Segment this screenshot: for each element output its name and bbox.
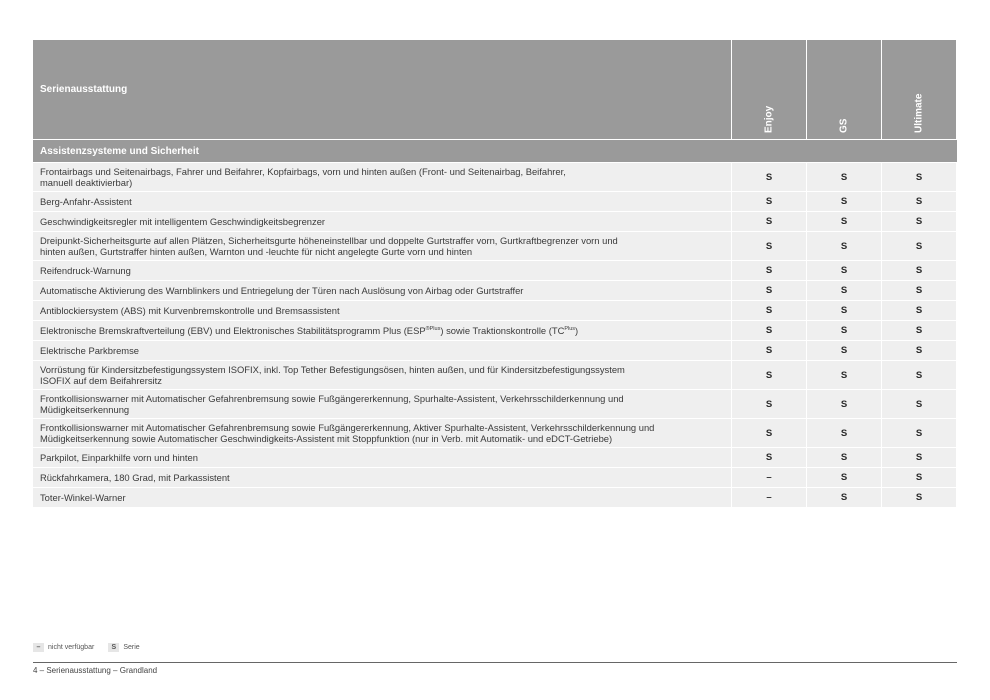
feature-line: Parkpilot, Einparkhilfe vorn und hinten [40,452,198,463]
legend-dash-label: nicht verfügbar [48,644,95,651]
value-cell-enjoy: S [732,448,806,467]
value-cell-enjoy: – [732,468,806,487]
legend-s-label: Serie [123,644,140,651]
equipment-table [33,40,957,507]
feature-text [40,452,198,463]
value-cell-enjoy: S [732,361,806,389]
value-cell-enjoy: S [732,301,806,320]
value-cell-gs: S [807,448,881,467]
feature-column-header: Serienausstattung [33,40,731,139]
value-cell-gs: S [807,321,881,340]
feature-text [40,472,230,483]
table-row [33,321,957,340]
feature-text [40,393,624,415]
value-cell-ultimate: S [882,468,956,487]
feature-text [40,285,523,296]
legend-dash-symbol: – [33,643,44,652]
feature-cell [33,390,731,418]
value-cell-enjoy: S [732,163,806,191]
value-cell-ultimate: S [882,301,956,320]
value-cell-enjoy: S [732,192,806,211]
value-cell-gs: S [807,488,881,507]
value-cell-ultimate: S [882,341,956,360]
feature-text-part: Plus [564,326,576,333]
trim-header-gs: GS [807,40,881,139]
legend-item-standard [108,643,139,652]
feature-cell [33,261,731,280]
feature-cell [33,341,731,360]
feature-line: Vorrüstung für Kindersitzbefestigungssystem ISOFIX, inkl. Top Tether Befestigungsösen, hinten außen, und für Kindersitzbefestigungssystem [40,364,625,375]
value-cell-gs: S [807,163,881,191]
feature-line: Frontkollisionswarner mit Automatischer Gefahrenbremsung sowie Fußgängererkennung, Spurhalte-Assistent, Verkehrsschilderkennung und [40,393,624,404]
value-cell-enjoy: S [732,261,806,280]
table-row [33,419,957,447]
feature-text-part: ) [575,325,579,337]
feature-line: Berg-Anfahr-Assistent [40,196,132,207]
table-row [33,390,957,418]
feature-text [40,422,654,444]
value-cell-enjoy: S [732,390,806,418]
feature-text [40,345,139,356]
value-cell-gs: S [807,361,881,389]
feature-cell [33,212,731,231]
section-title: Assistenzsysteme und Sicherheit [33,140,957,162]
value-cell-enjoy: – [732,488,806,507]
table-row [33,488,957,507]
feature-text-part: Elektronische Bremskraftverteilung (EBV) und Elektronisches Stabilitätsprogramm Plus (ESP [40,325,426,337]
value-cell-enjoy: S [732,212,806,231]
feature-cell [33,448,731,467]
legend-item-not-available [33,643,94,652]
feature-line: Frontairbags und Seitenairbags, Fahrer und Beifahrer, Kopfairbags, vorn und hinten außen (Front- und Seitenairbag, Beifahrer, [40,166,566,177]
feature-text [40,492,126,503]
feature-text [40,324,578,336]
table-row [33,261,957,280]
table-row [33,192,957,211]
feature-cell [33,163,731,191]
feature-line: Frontkollisionswarner mit Automatischer Gefahrenbremsung sowie Fußgängererkennung, Aktiver Spurhalte-Assistent, Verkehrsschilderkennung und [40,422,655,433]
feature-text [40,166,566,188]
value-cell-ultimate: S [882,361,956,389]
table-row [33,361,957,389]
feature-cell [33,301,731,320]
trim-header-enjoy: Enjoy [732,40,806,139]
value-cell-gs: S [807,192,881,211]
feature-cell [33,488,731,507]
feature-line: Müdigkeitserkennung [40,404,130,415]
value-cell-gs: S [807,341,881,360]
value-cell-gs: S [807,419,881,447]
value-cell-ultimate: S [882,488,956,507]
feature-text [40,216,325,227]
feature-line: Dreipunkt-Sicherheitsgurte auf allen Plätzen, Sicherheitsgurte höheneinstellbar und doppelte Gurtstraffer vorn, Gurtkraftbegrenzer vorn und [40,235,618,246]
value-cell-ultimate: S [882,281,956,300]
trim-header-ultimate: Ultimate [882,40,956,139]
feature-cell [33,281,731,300]
value-cell-enjoy: S [732,321,806,340]
value-cell-gs: S [807,212,881,231]
legend [33,643,154,652]
feature-line: Reifendruck-Warnung [40,265,131,276]
feature-text [40,196,132,207]
feature-line: Elektrische Parkbremse [40,345,139,356]
feature-line: Müdigkeitserkennung sowie Automatischer Geschwindigkeits-Assistent mit Stoppfunktion (nur in Verb. mit Automatik- und eDCT-Getriebe) [40,433,613,444]
value-cell-enjoy: S [732,232,806,260]
table-row [33,281,957,300]
value-cell-ultimate: S [882,448,956,467]
feature-line: Toter-Winkel-Warner [40,492,126,503]
value-cell-ultimate: S [882,390,956,418]
table-row [33,212,957,231]
feature-cell [33,192,731,211]
feature-cell [33,419,731,447]
table-row [33,232,957,260]
legend-s-symbol: S [108,643,119,652]
value-cell-ultimate: S [882,163,956,191]
feature-line: ISOFIX auf dem Beifahrersitz [40,375,162,386]
table-row [33,468,957,487]
table-body [33,163,957,507]
table-row [33,448,957,467]
value-cell-gs: S [807,281,881,300]
value-cell-ultimate: S [882,232,956,260]
value-cell-ultimate: S [882,192,956,211]
value-cell-ultimate: S [882,261,956,280]
feature-text-part: ) sowie Traktionskontrolle (TC [440,325,565,337]
value-cell-ultimate: S [882,212,956,231]
footer-divider [33,662,957,663]
value-cell-gs: S [807,390,881,418]
feature-line: Automatische Aktivierung des Warnblinkers und Entriegelung der Türen nach Auslösung von Airbag oder Gurtstraffer [40,285,524,296]
value-cell-enjoy: S [732,341,806,360]
page-footer: 4 – Serienausstattung – Grandland [33,666,158,675]
table-row [33,163,957,191]
feature-line: manuell deaktivierbar) [40,177,133,188]
feature-text [40,364,625,386]
feature-cell [33,361,731,389]
feature-cell [33,232,731,260]
feature-text [40,265,131,276]
feature-cell [33,321,731,340]
table-row [33,341,957,360]
value-cell-ultimate: S [882,419,956,447]
value-cell-gs: S [807,468,881,487]
feature-line: Antiblockiersystem (ABS) mit Kurvenbremskontrolle und Bremsassistent [40,305,340,316]
feature-line: Rückfahrkamera, 180 Grad, mit Parkassistent [40,472,230,483]
value-cell-enjoy: S [732,281,806,300]
value-cell-enjoy: S [732,419,806,447]
feature-line: Geschwindigkeitsregler mit intelligentem Geschwindigkeitsbegrenzer [40,216,326,227]
value-cell-gs: S [807,232,881,260]
value-cell-gs: S [807,261,881,280]
table-header [33,40,957,139]
table-row [33,301,957,320]
value-cell-ultimate: S [882,321,956,340]
feature-text-part: ®Plus [425,326,441,333]
feature-cell [33,468,731,487]
feature-text [40,305,340,316]
value-cell-gs: S [807,301,881,320]
feature-text [40,235,618,257]
feature-line: hinten außen, Gurtstraffer hinten außen, Warnton und -leuchte für nicht angelegte Gurte vorn und hinten [40,246,473,257]
